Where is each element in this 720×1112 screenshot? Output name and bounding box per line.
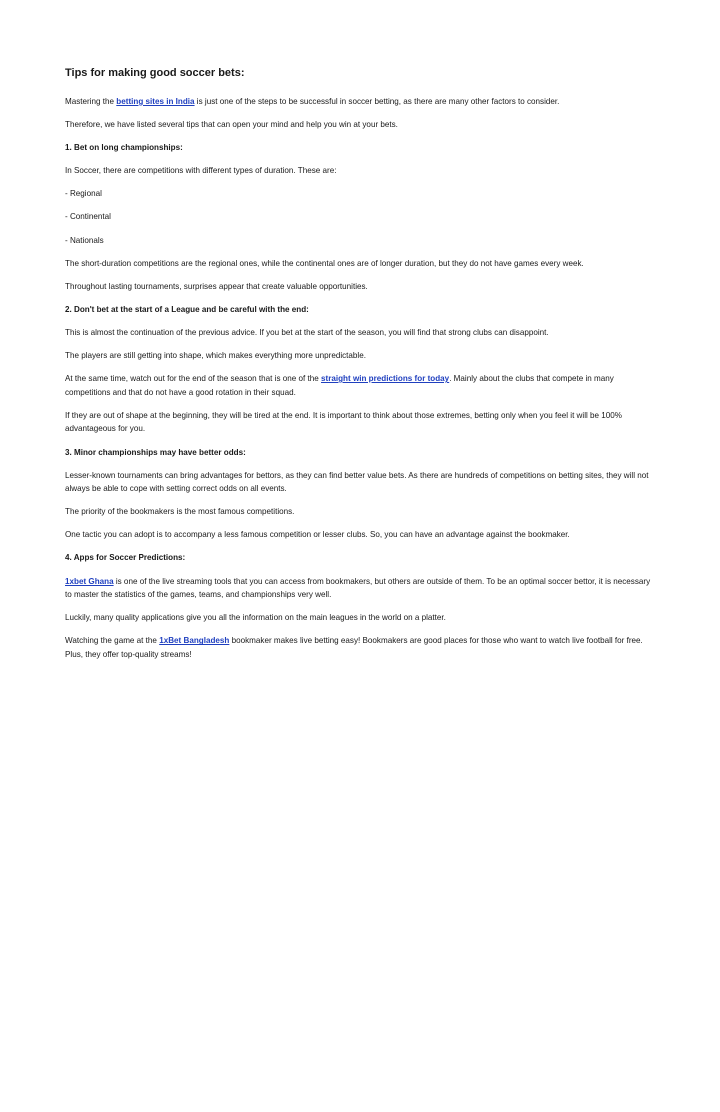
section-4-p3-post: bookmaker makes live betting easy! Bookmakers are good places for those who want to watch live football for free. Plus, they offer top-quality streams! (65, 636, 643, 659)
section-1-heading: 1. Bet on long championships: (65, 143, 183, 153)
section-1-paragraph-3: Throughout lasting tournaments, surprises appear that create valuable opportunities. (65, 281, 368, 291)
section-2-paragraph-1: This is almost the continuation of the previous advice. If you bet at the start of the season, you will find that strong clubs can disappoint. (65, 327, 549, 337)
straight-win-predictions-link[interactable]: straight win predictions for today (321, 374, 450, 384)
list-item-nationals: - Nationals (65, 235, 104, 245)
section-4-p1-post: is one of the live streaming tools that you can access from bookmakers, but others are outside of them. To be an optimal soccer bettor, it is necessary to master the statistics of the games, teams, and championships very well. (65, 576, 651, 600)
section-2-paragraph-2: The players are still getting into shape, which makes everything more unpredictable. (65, 351, 366, 361)
section-1-paragraph-1: In Soccer, there are competitions with different types of duration. These are: (65, 166, 337, 176)
list-item-continental: - Continental (65, 212, 111, 222)
article-title: Tips for making good soccer bets: (65, 67, 245, 79)
article-body (65, 66, 657, 671)
1xbet-ghana-link[interactable]: 1xbet Ghana (65, 576, 114, 586)
section-2-paragraph-3 (65, 372, 657, 399)
section-3-paragraph-3: One tactic you can adopt is to accompany a less famous competition or lesser clubs. So, you can have an advantage against the bookmaker. (65, 530, 570, 540)
intro-paragraph (65, 95, 657, 109)
section-4-paragraph-3 (65, 634, 657, 661)
intro-paragraph-2: Therefore, we have listed several tips that can open your mind and help you win at your bets. (65, 120, 398, 130)
betting-sites-india-link[interactable]: betting sites in India (116, 97, 195, 106)
section-4-heading: 4. Apps for Soccer Predictions: (65, 553, 186, 563)
section-2-paragraph-4: If they are out of shape at the beginning, they will be tired at the end. It is important to think about those extremes, betting only when you feel it will be 100% advantageous for you. (65, 410, 623, 434)
section-4-p3-pre: Watching the game at the (65, 636, 160, 646)
section-4-paragraph-1 (65, 575, 657, 602)
intro-text-pre: Mastering the (65, 97, 117, 106)
section-1-paragraph-2: The short-duration competitions are the regional ones, while the continental ones are of longer duration, but they do not have games every week. (65, 258, 584, 268)
section-2-heading: 2. Don't bet at the start of a League and be careful with the end: (65, 304, 309, 314)
list-item-regional: - Regional (65, 189, 102, 199)
section-3-paragraph-1: Lesser-known tournaments can bring advantages for bettors, as they can find better value bets. As there are hundreds of competitions on betting sites, they will not always be able to cope with setting correct odds on all events. (65, 470, 649, 494)
section-3-paragraph-2: The priority of the bookmakers is the most famous competitions. (65, 507, 295, 517)
section-3-heading: 3. Minor championships may have better odds: (65, 447, 246, 457)
intro-text-post: is just one of the steps to be successful in soccer betting, as there are many other factors to consider. (194, 97, 560, 106)
section-2-p3-post: . Mainly about the clubs that compete in many competitions and that do not have a good rotation in their squad. (65, 374, 614, 397)
1xbet-bangladesh-link[interactable]: 1xBet Bangladesh (159, 636, 230, 646)
section-2-p3-pre: At the same time, watch out for the end of the season that is one of the (65, 374, 322, 384)
section-4-paragraph-2: Luckily, many quality applications give you all the information on the main leagues in the world on a platter. (65, 613, 446, 623)
